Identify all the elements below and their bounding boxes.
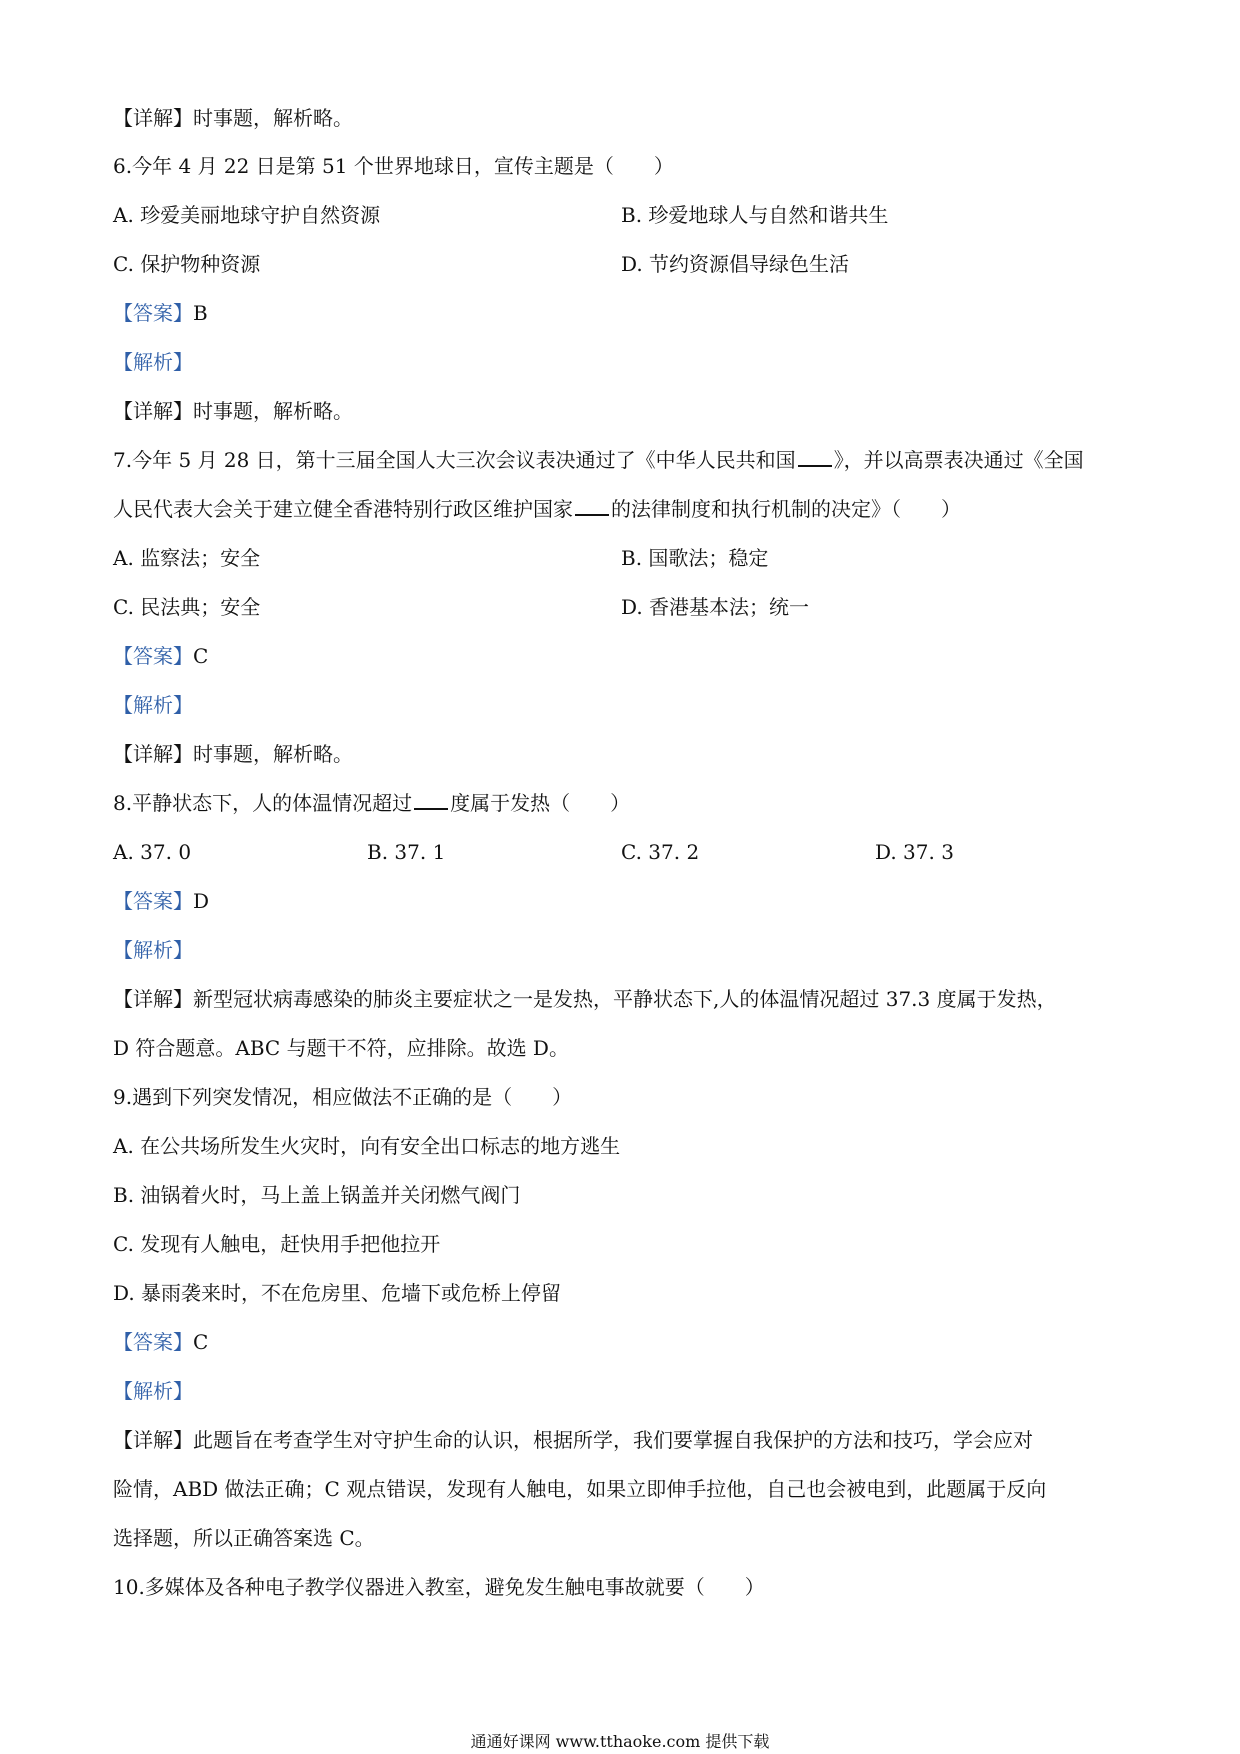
q7-option-c: C. 民法典；安全 — [113, 595, 261, 619]
question-9-stem: 9.遇到下列突发情况，相应做法不正确的是（ ） — [113, 1085, 573, 1109]
q8-detail-line1: 【详解】新型冠状病毒感染的肺炎主要症状之一是发热，平静状态下,人的体温情况超过 37.3 度属于发热， — [113, 987, 1057, 1011]
question-6-stem: 6.今年 4 月 22 日是第 51 个世界地球日，宣传主题是（ ） — [113, 154, 674, 178]
q7-option-d: D. 香港基本法；统一 — [621, 595, 810, 619]
q9-option-b: B. 油锅着火时，马上盖上锅盖并关闭燃气阀门 — [113, 1183, 521, 1207]
answer-value: D — [193, 889, 210, 913]
q9-option-c: C. 发现有人触电，赶快用手把他拉开 — [113, 1232, 441, 1256]
q8-option-d: D. 37. 3 — [875, 840, 954, 864]
fill-blank — [798, 447, 832, 467]
q8-option-b: B. 37. 1 — [367, 840, 446, 864]
answer-label: 【答案】 — [113, 301, 193, 325]
q7-option-b: B. 国歌法；稳定 — [621, 546, 769, 570]
footer-watermark: 通通好课网 www.tthaoke.com 提供下载 — [470, 1732, 770, 1751]
q9-analysis-label: 【解析】 — [113, 1379, 193, 1403]
q6-option-c: C. 保护物种资源 — [113, 252, 261, 276]
q7-stem-part: 7.今年 5 月 28 日，第十三届全国人大三次会议表决通过了《中华人民共和国 — [113, 448, 796, 472]
q9-option-a: A. 在公共场所发生火灾时，向有安全出口标志的地方逃生 — [113, 1134, 621, 1158]
q8-stem-part: 8.平静状态下，人的体温情况超过 — [113, 791, 413, 815]
q7-stem-part: 的法律制度和执行机制的决定》（ ） — [611, 497, 961, 521]
question-10-stem: 10.多媒体及各种电子教学仪器进入教室，避免发生触电事故就要（ ） — [113, 1575, 765, 1599]
q6-option-b: B. 珍爱地球人与自然和谐共生 — [621, 203, 889, 227]
q7-analysis-label: 【解析】 — [113, 693, 193, 717]
fill-blank — [575, 496, 609, 516]
answer-value: C — [193, 644, 209, 668]
q9-detail-line3: 选择题，所以正确答案选 C。 — [113, 1526, 375, 1550]
answer-label: 【答案】 — [113, 644, 193, 668]
detail-text: 【详解】时事题，解析略。 — [113, 106, 353, 130]
q7-stem-part: 》，并以高票表决通过《全国 — [833, 448, 1084, 472]
q7-detail: 【详解】时事题，解析略。 — [113, 742, 353, 766]
question-7-stem-line1 — [113, 446, 1084, 474]
q8-answer — [113, 887, 209, 915]
answer-label: 【答案】 — [113, 1330, 193, 1354]
q8-analysis-label: 【解析】 — [113, 938, 193, 962]
q7-stem-part: 人民代表大会关于建立健全香港特别行政区维护国家 — [113, 497, 573, 521]
q9-detail-line2: 险情，ABD 做法正确；C 观点错误，发现有人触电，如果立即伸手拉他，自己也会被电到，此题属于反向 — [113, 1477, 1047, 1501]
q6-option-a: A. 珍爱美丽地球守护自然资源 — [113, 203, 381, 227]
answer-label: 【答案】 — [113, 889, 193, 913]
q8-option-a: A. 37. 0 — [113, 840, 192, 864]
answer-value: B — [193, 301, 208, 325]
question-7-stem-line2 — [113, 495, 961, 523]
q8-detail-line2: D 符合题意。ABC 与题干不符，应排除。故选 D。 — [113, 1036, 569, 1060]
q6-option-d: D. 节约资源倡导绿色生活 — [621, 252, 850, 276]
q6-detail: 【详解】时事题，解析略。 — [113, 399, 353, 423]
q8-stem-part: 度属于发热（ ） — [450, 791, 631, 815]
q6-analysis-label: 【解析】 — [113, 350, 193, 374]
q7-option-a: A. 监察法；安全 — [113, 546, 261, 570]
question-8-stem — [113, 789, 630, 817]
q7-answer — [113, 642, 208, 670]
q9-answer — [113, 1328, 208, 1356]
q9-option-d: D. 暴雨袭来时，不在危房里、危墙下或危桥上停留 — [113, 1281, 562, 1305]
q9-detail-line1: 【详解】此题旨在考查学生对守护生命的认识，根据所学，我们要掌握自我保护的方法和技巧，学会应对 — [113, 1428, 1033, 1452]
q8-option-c: C. 37. 2 — [621, 840, 700, 864]
q6-answer — [113, 299, 208, 327]
fill-blank — [414, 790, 448, 810]
answer-value: C — [193, 1330, 209, 1354]
